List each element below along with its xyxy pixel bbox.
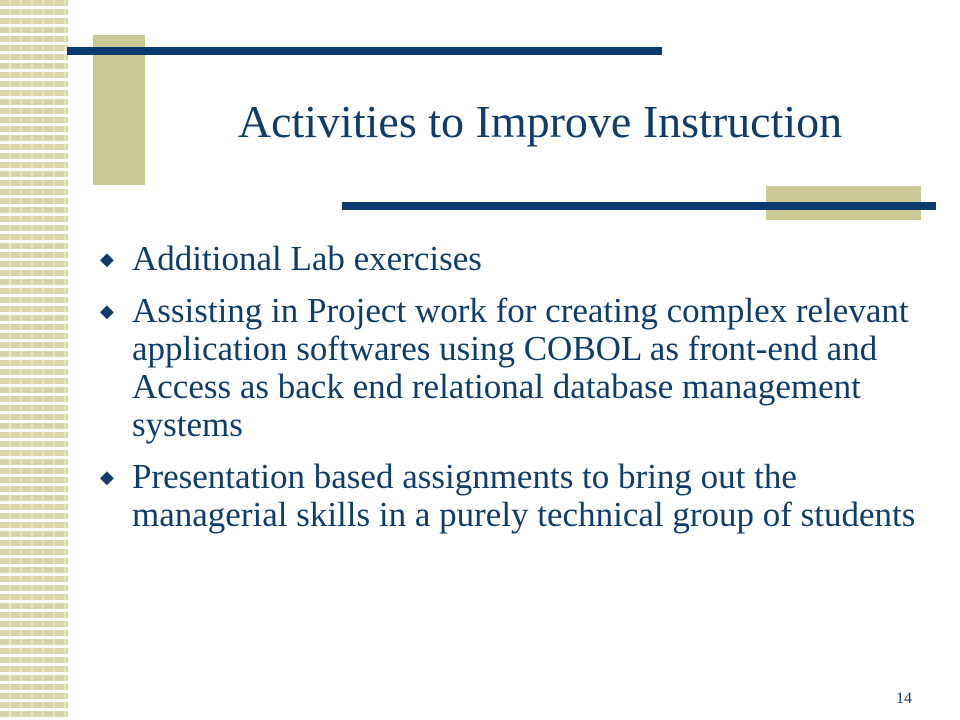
bullet-item-3: [100, 458, 920, 534]
bullet-text: Presentation based assignments to bring out the managerial skills in a purely technical group of students: [132, 457, 916, 534]
bullet-text: Additional Lab exercises: [132, 239, 482, 278]
decorative-navy-bar-top: [67, 47, 662, 55]
page-number: 14: [896, 690, 912, 707]
slide-title: Activities to Improve Instruction: [237, 96, 843, 147]
bullet-item-2: [100, 292, 920, 444]
decorative-stripe-panel: [0, 0, 68, 720]
diamond-bullet-icon: ◆: [100, 301, 114, 321]
bullet-list: [100, 240, 920, 548]
decorative-navy-bar-bottom: [342, 202, 936, 210]
bullet-text: Assisting in Project work for creating complex relevant application softwares using COBOL as front-end and Access as back end relational database management systems: [132, 291, 909, 444]
bullet-item-1: [100, 240, 920, 278]
diamond-bullet-icon: ◆: [100, 249, 114, 269]
decorative-olive-block-top: [93, 35, 145, 185]
diamond-bullet-icon: ◆: [100, 467, 114, 487]
